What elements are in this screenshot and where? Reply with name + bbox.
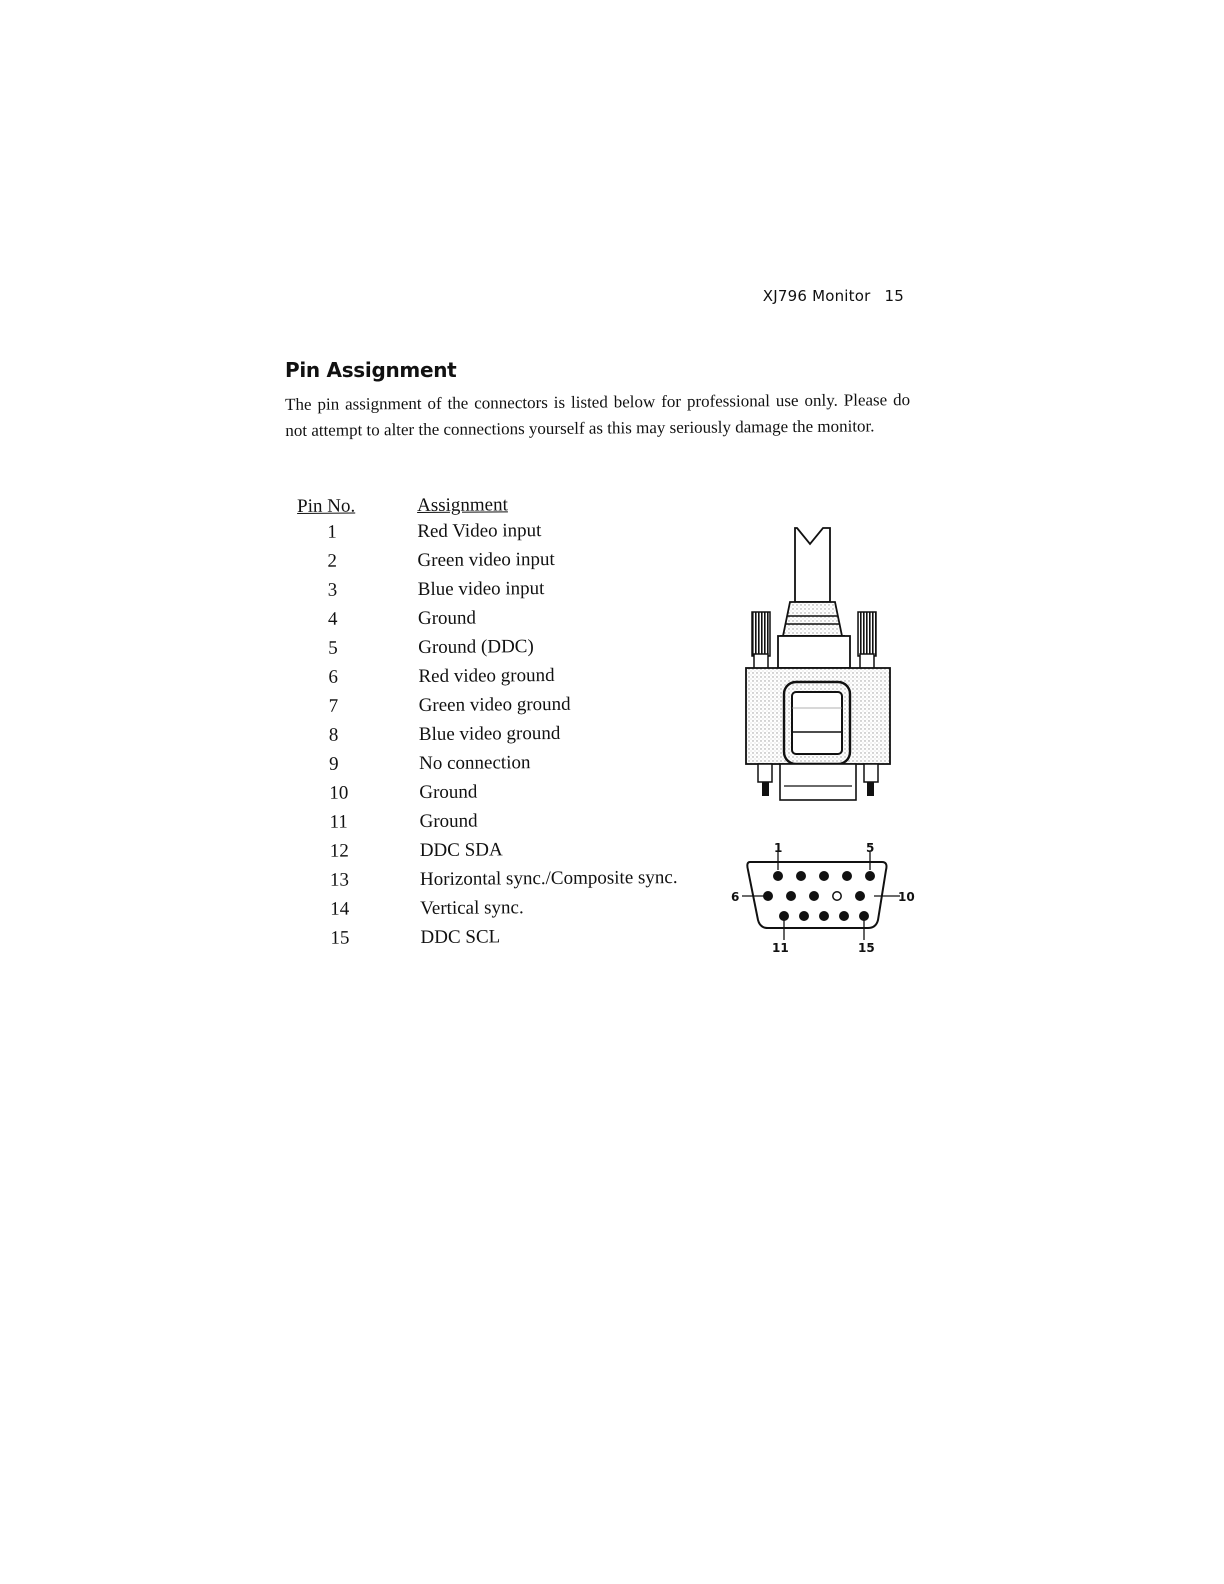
pinout-diagram <box>728 840 915 960</box>
pin-assignment: Green video ground <box>418 693 571 717</box>
section-title: Pin Assignment <box>285 358 457 382</box>
table-row <box>299 693 677 725</box>
pin-number: 6 <box>328 666 339 688</box>
table-row <box>300 838 678 870</box>
table-row <box>298 606 676 638</box>
thumbscrew-left-shape <box>752 612 770 670</box>
pin-number: 13 <box>329 869 350 891</box>
table-row <box>300 867 678 899</box>
table-row <box>298 664 676 696</box>
page-number: 15 <box>884 287 904 305</box>
table-row <box>299 809 677 841</box>
pin-label-1: 1 <box>774 841 783 855</box>
table-row <box>297 548 675 580</box>
pin-label-11: 11 <box>772 941 789 955</box>
table-row <box>299 751 677 783</box>
pin-number: 15 <box>330 927 350 949</box>
pin-label-6: 6 <box>731 890 740 904</box>
table-row <box>299 722 677 754</box>
pin-assignment: Green video input <box>417 548 555 572</box>
pin-number: 1 <box>327 521 337 543</box>
pin-number: 5 <box>328 637 338 659</box>
cable-shape <box>795 528 830 602</box>
page-header <box>700 287 904 305</box>
table-row <box>300 896 678 928</box>
mounting-posts-shape <box>758 764 878 800</box>
pin-number: 10 <box>329 782 349 804</box>
pin-number: 14 <box>330 898 350 920</box>
pin-label-15: 15 <box>858 941 875 955</box>
table-row <box>298 577 676 609</box>
assignment-header: Assignment <box>416 494 508 517</box>
pin-assignment: DDC SCL <box>420 926 501 949</box>
doc-title: XJ796 Monitor <box>762 287 871 305</box>
pin-assignment: Red video ground <box>418 664 555 688</box>
pin-assignment: Horizontal sync./Composite sync. <box>419 867 678 891</box>
table-row <box>299 780 677 812</box>
pin-assignment: Ground (DDC) <box>418 636 534 659</box>
pin-number: 4 <box>327 608 338 630</box>
pin-number: 9 <box>329 753 339 775</box>
pin-number: 8 <box>328 724 339 746</box>
strain-relief-shape <box>780 602 845 636</box>
pin-number: 3 <box>327 579 338 601</box>
pin-label-10: 10 <box>898 890 915 904</box>
table-row <box>297 519 675 551</box>
pin-assignment: Vertical sync. <box>420 897 524 920</box>
pin-assignment: No connection <box>419 752 531 775</box>
pin-assignment: Blue video ground <box>418 722 561 746</box>
vga-connector-illustration <box>740 524 896 804</box>
pin-number: 2 <box>327 550 338 572</box>
pin-number: 11 <box>329 811 348 833</box>
pin-assignment: Ground <box>417 607 477 630</box>
pin-assignment: Blue video input <box>417 578 545 601</box>
table-row <box>300 925 678 957</box>
pin-number: 12 <box>329 840 349 862</box>
table-header-row <box>297 493 675 522</box>
pin-number: 7 <box>328 695 339 717</box>
pin-assignment: Ground <box>419 781 478 804</box>
pin-label-5: 5 <box>866 841 875 855</box>
intro-paragraph: The pin assignment of the connectors is listed below for professional use only. Please do not attempt to alter the connections yourself as this may seriously damage the monitor. <box>285 390 911 440</box>
pin-assignment: Red Video input <box>417 520 542 543</box>
pin-assignment-table <box>297 493 678 957</box>
pin-assignment: DDC SDA <box>419 839 503 862</box>
pin-no-header: Pin No. <box>297 495 356 517</box>
pin-assignment: Ground <box>419 810 478 833</box>
thumbscrew-right-shape <box>858 612 876 670</box>
table-row <box>298 635 676 667</box>
